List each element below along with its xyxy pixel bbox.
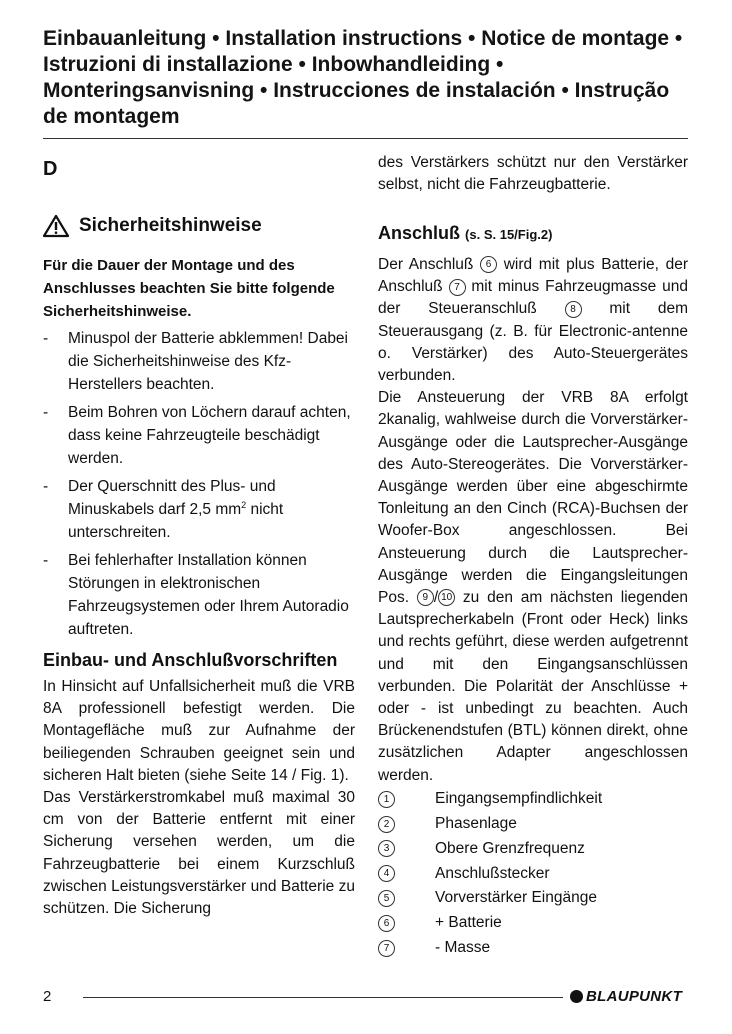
- callout-number: 8: [565, 301, 582, 318]
- callout-number: 9: [417, 589, 434, 606]
- brand-name: BLAUPUNKT: [586, 988, 683, 1005]
- legend-label: Eingangsempfindlichkeit: [435, 790, 603, 808]
- superscript: 2: [241, 499, 247, 510]
- logo-dot-icon: [570, 990, 583, 1003]
- legend-label: Vorverstärker Eingänge: [435, 889, 597, 907]
- legend-label: - Masse: [435, 939, 491, 957]
- right-column: [378, 152, 688, 960]
- section-letter: D: [43, 158, 58, 180]
- einbau-heading: Einbau- und Anschlußvorschriften: [43, 650, 338, 670]
- safety-heading: [43, 211, 355, 241]
- brand-logo: [570, 988, 682, 1005]
- legend-number: 6: [378, 915, 395, 932]
- text-segment: mit minus Fahrzeugmasse und der Steueranschluß: [378, 278, 688, 318]
- legend-label: Anschlußstecker: [435, 864, 550, 882]
- safety-heading-label: Sicherheitshinweise: [79, 215, 262, 236]
- callout-number: 10: [438, 589, 455, 606]
- legend-item: [378, 836, 688, 861]
- text-segment: mit dem Steuerausgang (z. B. für Electronic-antenne o. Verstärker) des Auto-Steuergerätes verbunden.: [378, 300, 689, 385]
- einbau-text: In Hinsicht auf Unfallsicherheit muß die VRB 8A professionell befestigt werden. Die Montagefläche muß zur Aufnahme der beiliegenden Schrauben geeignet sein und sicheren Halt bieten (siehe Seite 14 / Fig. 1).: [43, 678, 355, 784]
- legend-number: 7: [378, 940, 395, 957]
- page-number: 2: [43, 988, 52, 1005]
- list-item-text-tail: nicht unterschreiten.: [68, 501, 284, 541]
- list-item-text: Minuspol der Batterie abklemmen! Dabei die Sicherheitshinweise des Kfz- Herstellers beachten.: [68, 330, 348, 393]
- legend-item: [378, 812, 688, 837]
- legend-number: 5: [378, 890, 395, 907]
- legend-label: + Batterie: [435, 914, 502, 932]
- legend-number: 2: [378, 816, 395, 833]
- text-segment: wird mit plus Batterie, der Anschluß: [378, 256, 689, 296]
- anschluss-text-1: [378, 254, 688, 387]
- list-item: - Der Querschnitt des Plus- und Minuskabels darf 2,5 $mm^2$ nicht unterschreiten.: [43, 478, 284, 541]
- text-segment: Der Anschluß: [378, 256, 474, 273]
- callout-number: 7: [449, 279, 466, 296]
- list-item-text: Bei fehlerhafter Installation können Störungen in elektronischen Fahrzeugsystemen oder Ihrem Autoradio auftreten.: [68, 552, 349, 638]
- legend-item: [378, 787, 688, 812]
- text-segment: Die Ansteuerung der VRB 8A erfolgt 2kanalig, wahlweise durch die Vorverstärker-Ausgänge oder die Lautsprecher-Ausgänge des Auto-Stereogerätes. Die Vorverstärker-Ausgänge werden über eine abgeschirmte Tonleitung an den Cinch (RCA)-Buchsen der Woofer-Box angeschlossen. Bei Ansteuerung durch die Lautsprecher-Ausgänge werden die Eingangsleitungen Pos.: [378, 389, 688, 607]
- legend-label: Obere Grenzfrequenz: [435, 839, 585, 857]
- anschluss-heading-label: Anschluß: [378, 223, 461, 243]
- callout-number: 6: [480, 256, 497, 273]
- header-divider: [43, 138, 688, 139]
- safety-list: [43, 327, 355, 641]
- list-item: - Bei fehlerhafter Installation können Störungen in elektronischen Fahrzeugsystemen oder Ihrem Autoradio auftreten.: [43, 552, 349, 638]
- text-segment: zu den am nächsten liegenden Lautsprecherkabeln (Front oder Heck) links und rechts geführt, diese werden aufgetrennt und mit den Eingangsanschlüssen verbunden. Die Polarität der Anschlüsse + oder - ist unbedingt zu beachten. Auch Brückenendstufen (BTL) können direkt, ohne zusätzlichen Adapter angeschlossen werden.: [378, 589, 688, 784]
- legend-item: [378, 861, 688, 886]
- list-item-text: Beim Bohren von Löchern darauf achten, dass keine Fahrzeugteile beschädigt werden.: [68, 404, 351, 467]
- footer-divider: [83, 997, 563, 998]
- page-title: Einbauanleitung • Installation instructions • Notice de montage • Istruzioni di installazione • Inbowhandleiding • Monteringsanvisning • Instrucciones de instalación • Instrução de montagem: [43, 27, 683, 128]
- legend-list: [378, 787, 688, 961]
- legend-number: 3: [378, 840, 395, 857]
- slash: /: [433, 589, 439, 607]
- list-item: - Minuspol der Batterie abklemmen! Dabei die Sicherheitshinweise des Kfz- Herstellers beachten.: [43, 330, 348, 393]
- left-column: [43, 152, 355, 920]
- kabel-text: Das Verstärkerstromkabel muß maximal 30 cm von der Batterie entfernt mit einer Sicherung versehen werden, um die Fahrzeugbatterie bei einem Kurzschluß zwischen Leistungsverstärker und Batterie zu schützen. Die Sicherung: [43, 789, 355, 918]
- list-item-text: Der Querschnitt des Plus- und Minuskabels darf 2,5 mm: [68, 478, 276, 518]
- legend-number: 1: [378, 791, 395, 808]
- warning-icon: [43, 214, 69, 238]
- list-item: - Beim Bohren von Löchern darauf achten, dass keine Fahrzeugteile beschädigt werden.: [43, 404, 351, 467]
- legend-label: Phasenlage: [435, 815, 517, 833]
- legend-item: [378, 911, 688, 936]
- continued-text: des Verstärkers schützt nur den Verstärker selbst, nicht die Fahrzeugbatterie.: [378, 154, 688, 193]
- safety-intro: Für die Dauer der Montage und des Anschlusses beachten Sie bitte folgende Sicherheitshinweise.: [43, 257, 335, 320]
- anschluss-reference: (s. S. 15/Fig.2): [465, 227, 553, 242]
- legend-item: [378, 886, 688, 911]
- legend-item: [378, 936, 688, 961]
- anschluss-heading: [378, 220, 688, 248]
- anschluss-text-2: [378, 387, 688, 787]
- legend-number: 4: [378, 865, 395, 882]
